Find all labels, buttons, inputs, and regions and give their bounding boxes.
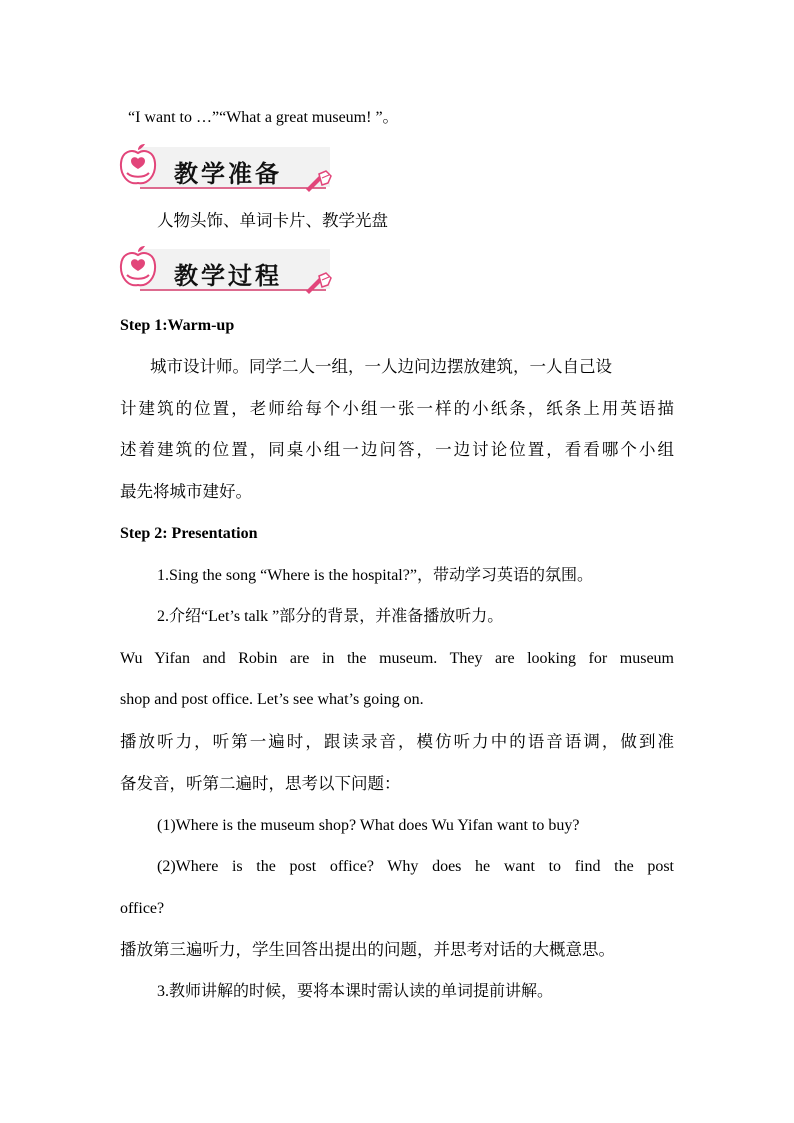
step1-title: Step 1:Warm-up: [120, 317, 235, 334]
step1-line: 城市设计师。同学二人一组，一人边问边摆放建筑，一人自己设: [150, 357, 612, 376]
question-1: (1)Where is the museum shop? What does Wu Yifan want to buy?: [157, 817, 580, 834]
step1-line: 计建筑的位置，老师给每个小组一张一样的小纸条，纸条上用英语描: [120, 399, 674, 418]
hand-pen-icon: [304, 271, 334, 295]
step1-line: 最先将城市建好。: [120, 482, 252, 501]
listen-paragraph-line: 备发音，听第二遍时，思考以下问题：: [120, 774, 401, 793]
question-2-line: (2)Where is the post office? Why does he want to find the post: [157, 858, 674, 875]
intro-line: “I want to …”“What a great museum! ”。: [128, 109, 399, 126]
step2-title: Step 2: Presentation: [120, 525, 258, 542]
heading-text: 教学准备: [174, 160, 282, 188]
apple-icon: [118, 245, 162, 293]
step1-line: 述着建筑的位置，同桌小组一边问答，一边讨论位置，看看哪个小组: [120, 440, 674, 459]
listen-paragraph-line: 播放听力，听第一遍时，跟读录音，模仿听力中的语音语调，做到准: [120, 732, 674, 751]
heading-text: 教学过程: [174, 262, 282, 290]
step2-item3: 3.教师讲解的时候，要将本课时需认读的单词提前讲解。: [157, 983, 554, 1000]
third-listen-line: 播放第三遍听力，学生回答出提出的问题，并思考对话的大概意思。: [120, 940, 615, 959]
apple-icon: [118, 143, 162, 191]
hand-pen-icon: [304, 169, 334, 193]
preparation-content: 人物头饰、单词卡片、教学光盘: [157, 211, 388, 230]
section-heading-preparation: [118, 143, 338, 195]
step2-item2: 2.介绍“Let’s talk ”部分的背景，并准备播放听力。: [157, 608, 504, 625]
english-paragraph-line: Wu Yifan and Robin are in the museum. They are looking for museum: [120, 650, 674, 667]
section-heading-process: [118, 245, 338, 297]
step2-item1: 1.Sing the song “Where is the hospital?”，带动学习英语的氛围。: [157, 567, 593, 584]
question-2-line: office?: [120, 900, 165, 917]
english-paragraph-line: shop and post office. Let’s see what’s going on.: [120, 691, 424, 708]
